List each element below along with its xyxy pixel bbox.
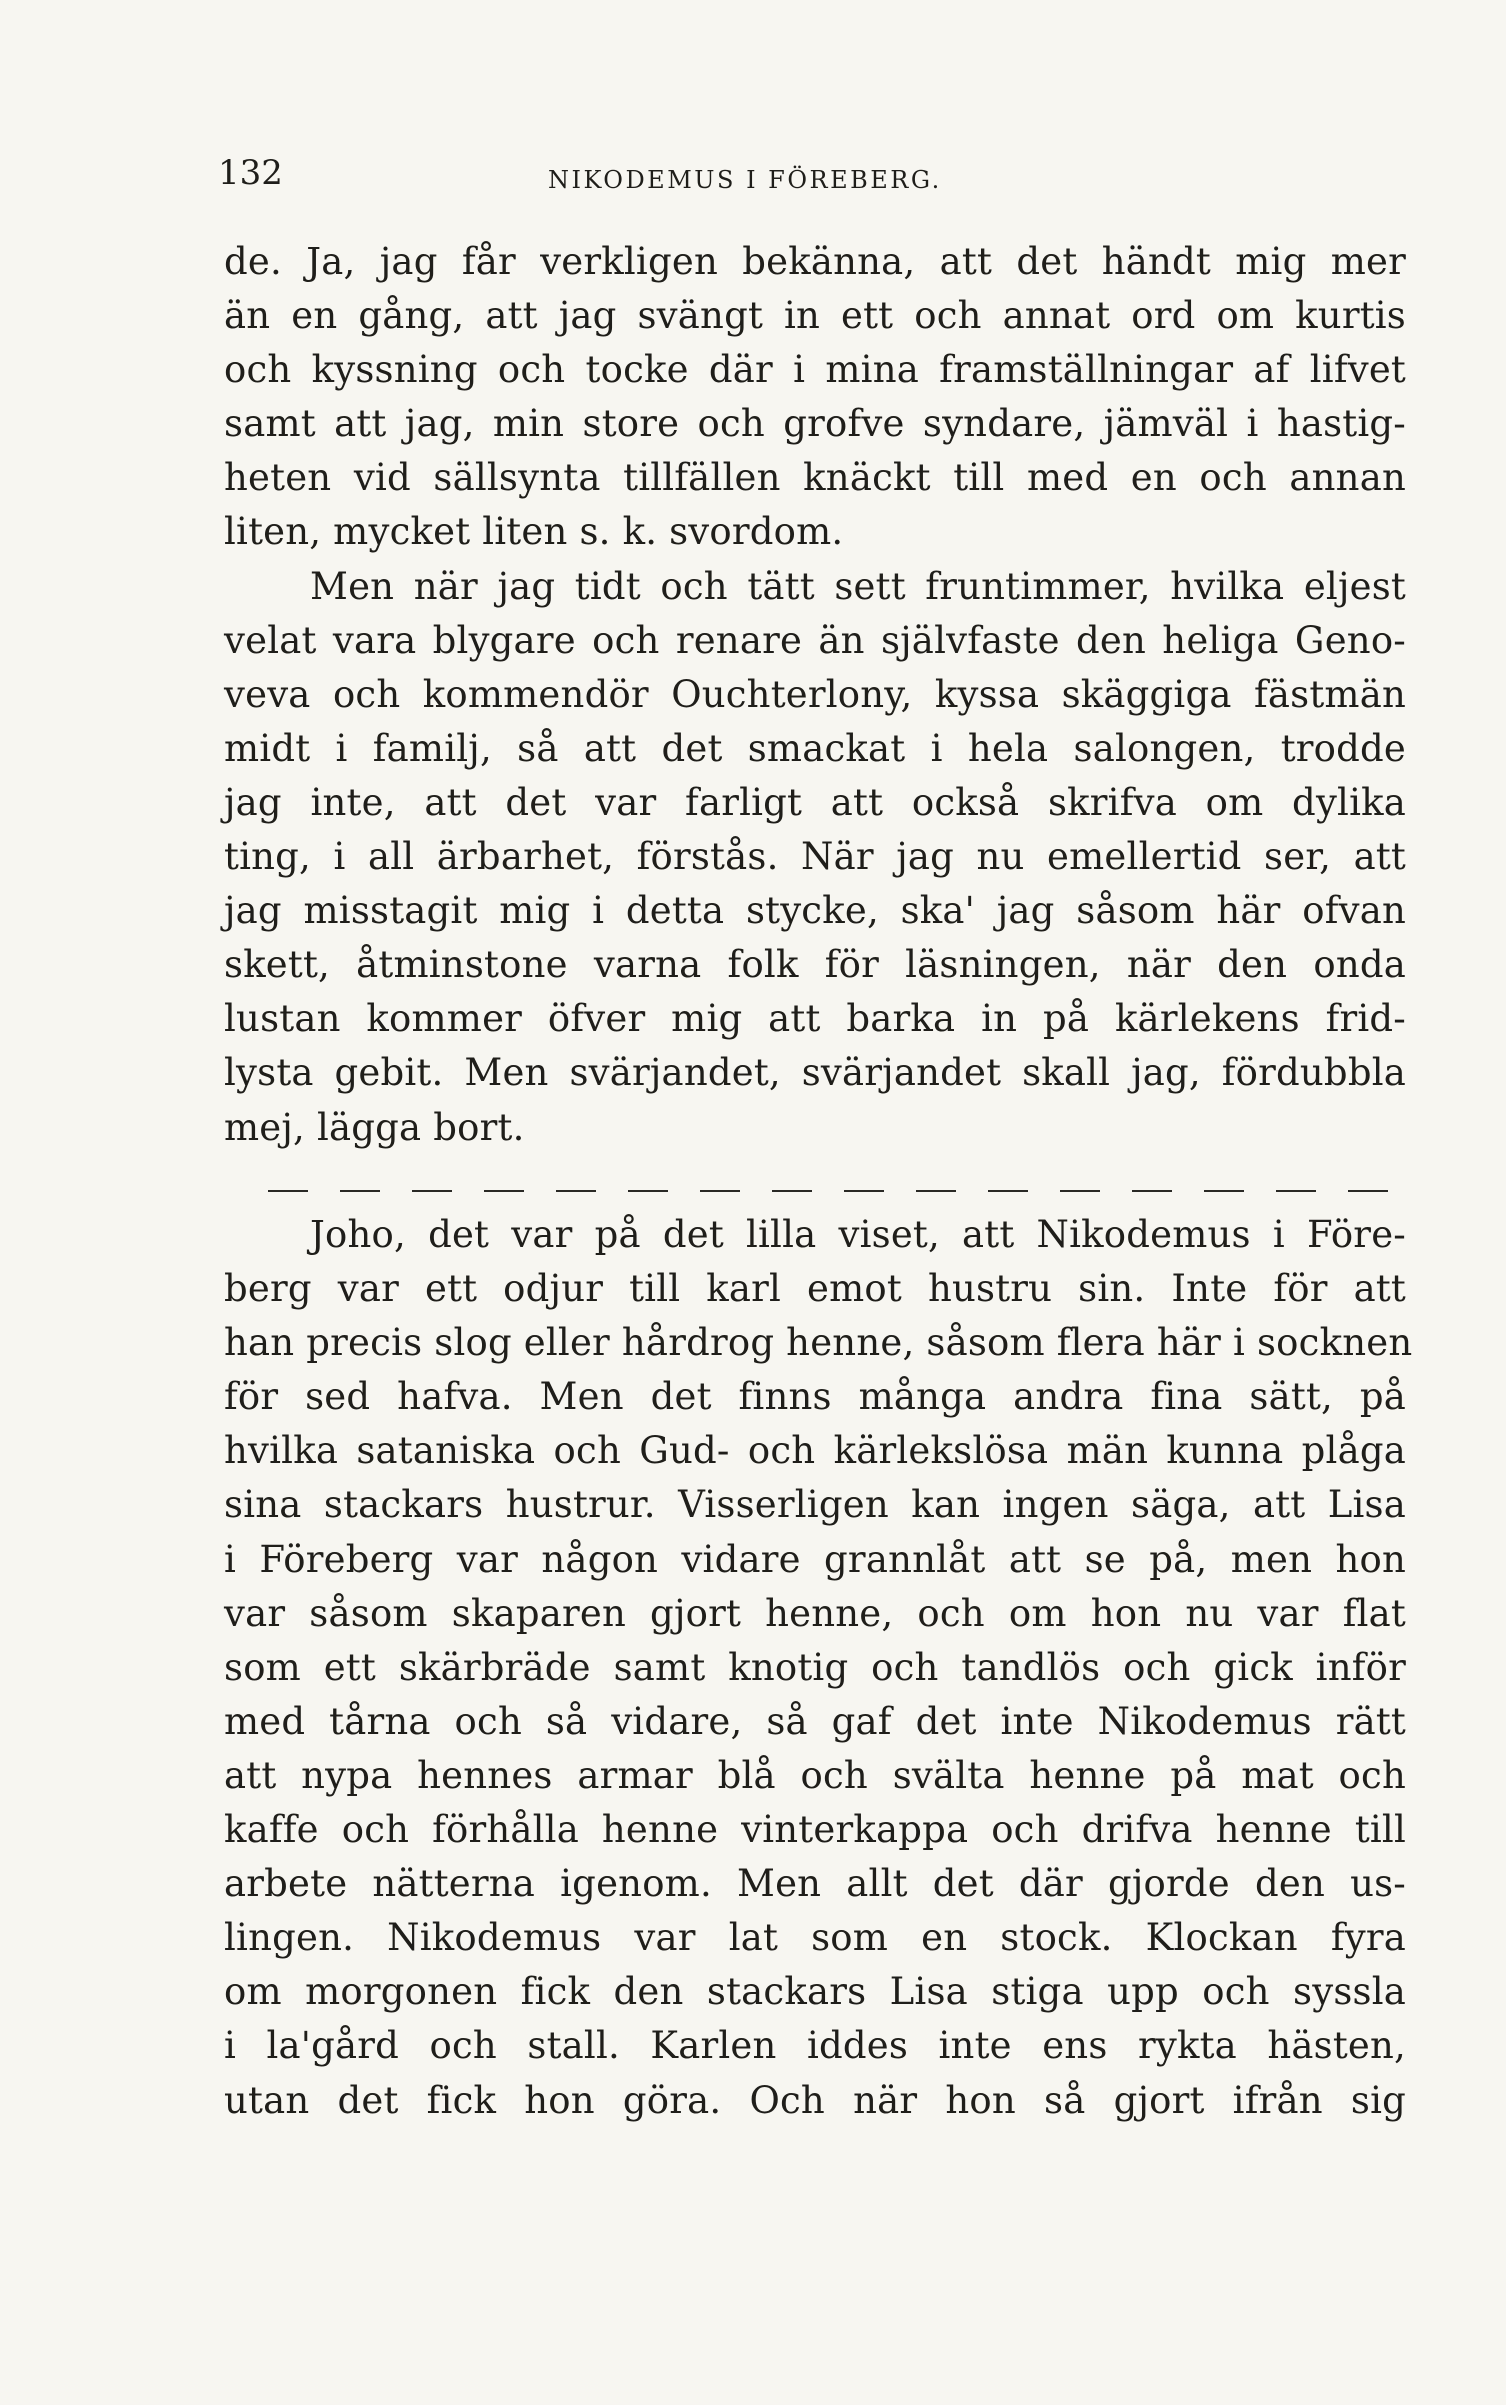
text-block-first xyxy=(224,235,1406,1155)
text-line: i la'gård och stall. Karlen iddes inte ens rykta hästen, xyxy=(224,2024,1406,2068)
text-line: de. Ja, jag får verkligen bekänna, att det händt mig mer xyxy=(224,240,1406,283)
text-line: samt att jag, min store och grofve syndare, jämväl i hastig- xyxy=(224,402,1406,446)
text-line: som ett skärbräde samt knotig och tandlös och gick inför xyxy=(224,1645,1406,1689)
text-line: om morgonen fick den stackars Lisa stiga upp och syssla xyxy=(224,1970,1406,2014)
text-line: sina stackars hustrur. Visserligen kan ingen säga, att Lisa xyxy=(224,1483,1406,1527)
paragraph-start-line: Men när jag tidt och tätt sett fruntimmer, hvilka eljest xyxy=(310,564,1406,608)
text-line: för sed hafva. Men det finns många andra fina sätt, på xyxy=(224,1375,1406,1419)
text-line: hvilka sataniska och Gud- och kärlekslösa män kunna plåga xyxy=(224,1429,1406,1473)
page-number: 132 xyxy=(218,153,283,193)
text-line: liten, mycket liten s. k. svordom. xyxy=(224,510,844,554)
text-line: mej, lägga bort. xyxy=(224,1105,525,1149)
text-line: han precis slog eller hårdrog henne, såsom flera här i socknen xyxy=(224,1321,1413,1365)
text-line: jag misstagit mig i detta stycke, ska' jag såsom här ofvan xyxy=(224,889,1406,933)
running-title: NIKODEMUS I FÖREBERG. xyxy=(548,166,942,194)
page-header xyxy=(218,148,1356,198)
text-block-second xyxy=(224,1208,1413,2128)
text-line: var såsom skaparen gjort henne, och om hon nu var flat xyxy=(224,1591,1406,1635)
text-line: velat vara blygare och renare än självfaste den heliga Geno- xyxy=(224,618,1406,662)
text-line: med tårna och så vidare, så gaf det inte Nikodemus rätt xyxy=(224,1699,1406,1743)
text-line: skett, åtminstone varna folk för läsningen, när den onda xyxy=(224,943,1406,987)
text-line: än en gång, att jag svängt in ett och annat ord om kurtis xyxy=(224,294,1406,338)
text-line: arbete nätterna igenom. Men allt det där gjorde den us- xyxy=(224,1862,1406,1906)
text-line: ting, i all ärbarhet, förstås. När jag nu emellertid ser, att xyxy=(224,835,1406,879)
text-line: midt i familj, så att det smackat i hela salongen, trodde xyxy=(224,726,1406,770)
text-line: i Föreberg var någon vidare grannlåt att se på, men hon xyxy=(224,1537,1406,1581)
text-line: kaffe och förhålla henne vinterkappa och drifva henne till xyxy=(224,1808,1406,1852)
text-line: jag inte, att det var farligt att också skrifva om dylika xyxy=(224,780,1406,824)
text-line: berg var ett odjur till karl emot hustru sin. Inte för att xyxy=(224,1267,1406,1311)
text-line: lustan kommer öfver mig att barka in på kärlekens frid- xyxy=(224,997,1406,1041)
text-line: utan det fick hon göra. Och när hon så gjort ifrån sig xyxy=(224,2078,1406,2122)
text-line: att nypa hennes armar blå och svälta henne på mat och xyxy=(224,1753,1406,1797)
text-line: lingen. Nikodemus var lat som en stock. Klockan fyra xyxy=(224,1916,1406,1960)
section-separator xyxy=(268,1190,1404,1192)
text-line: heten vid sällsynta tillfällen knäckt till med en och annan xyxy=(224,456,1406,500)
text-line: veva och kommendör Ouchterlony, kyssa skäggiga fästmän xyxy=(224,672,1406,716)
paragraph-start-line: Joho, det var på det lilla viset, att Nikodemus i Före- xyxy=(310,1213,1406,1256)
text-line: lysta gebit. Men svärjandet, svärjandet skall jag, fördubbla xyxy=(224,1051,1406,1095)
text-line: och kyssning och tocke där i mina framställningar af lifvet xyxy=(224,348,1406,392)
